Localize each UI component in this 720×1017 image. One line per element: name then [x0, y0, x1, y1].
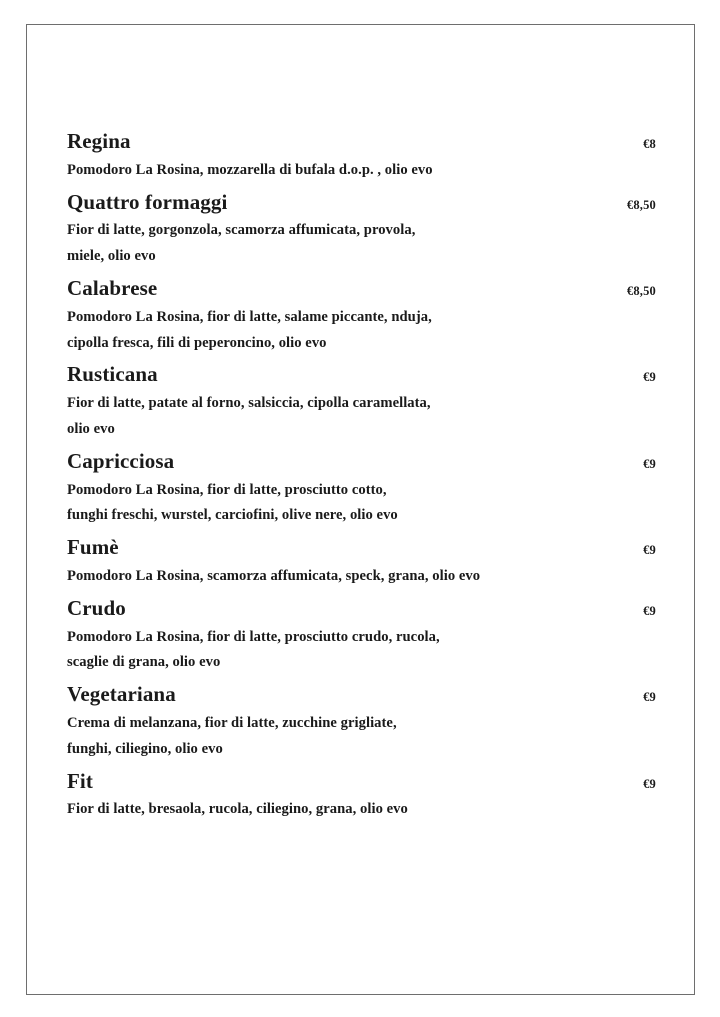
menu-item-header: [67, 186, 656, 219]
menu-item-name: Regina: [67, 129, 131, 153]
menu-item-header: [67, 125, 656, 158]
menu-item-description-line: Pomodoro La Rosina, fior di latte, salame piccante, nduja,: [67, 308, 432, 325]
menu-item-description-line: Fior di latte, bresaola, rucola, ciliegino, grana, olio evo: [67, 801, 408, 818]
menu-item-price: €9: [643, 456, 656, 471]
menu-item-description-line: Fior di latte, patate al forno, salsiccia, cipolla caramellata,: [67, 395, 431, 412]
menu-item: [67, 678, 656, 762]
menu-item-description: [67, 625, 627, 677]
menu-item-name: Crudo: [67, 595, 126, 620]
menu-item-description-line: Crema di melanzana, fior di latte, zucchine grigliate,: [67, 715, 397, 731]
menu-item-description-line: Pomodoro La Rosina, fior di latte, prosciutto crudo, rucola,: [67, 628, 440, 645]
menu-item-header: [67, 445, 656, 478]
menu-item: [67, 272, 656, 356]
menu-item-price: €9: [643, 543, 656, 558]
menu-item-header: [67, 531, 656, 564]
menu-item-header: [67, 678, 656, 711]
menu-item: [67, 186, 656, 270]
menu-item-description: [67, 158, 627, 184]
menu-item: [67, 592, 656, 676]
menu-item-name: Capricciosa: [67, 448, 175, 473]
menu-item-description: [67, 478, 627, 530]
menu-item-description-line: funghi freschi, wurstel, carciofini, olive nere, olio evo: [67, 507, 398, 524]
menu-item-price: €9: [643, 603, 656, 618]
menu-item-price: €8,50: [626, 284, 656, 298]
menu-item-price: €9: [643, 690, 656, 705]
menu-page-frame: [26, 24, 695, 995]
menu-item: [67, 125, 656, 184]
menu-item-name: Calabrese: [67, 276, 158, 300]
menu-item-name: Rusticana: [67, 362, 158, 387]
menu-item-price: €9: [643, 370, 656, 385]
menu-item-description-line: Fior di latte, gorgonzola, scamorza affumicata, provola,: [67, 222, 416, 239]
menu-item-description: [67, 564, 627, 590]
menu-item-name: Quattro formaggi: [67, 189, 228, 214]
menu-item-header: [67, 765, 656, 798]
menu-item-description-line: miele, olio evo: [67, 248, 156, 265]
menu-item-header: [67, 358, 656, 391]
menu-item-description-line: olio evo: [67, 421, 115, 437]
menu-item-price: €8: [643, 137, 656, 151]
menu-item-description-line: funghi, ciliegino, olio evo: [67, 740, 223, 757]
menu-item-name: Fumè: [67, 535, 119, 560]
menu-item-description: [67, 218, 627, 270]
menu-item: [67, 531, 656, 590]
menu-item-description-line: Pomodoro La Rosina, mozzarella di bufala d.o.p. , olio evo: [67, 161, 433, 178]
menu-item-name: Vegetariana: [67, 682, 176, 707]
menu-item-name: Fit: [67, 768, 93, 793]
menu-item-description: [67, 391, 627, 443]
menu-item-description-line: cipolla fresca, fili di peperoncino, olio evo: [67, 334, 327, 351]
menu-item-header: [67, 272, 656, 305]
menu-item: [67, 445, 656, 529]
menu-item-header: [67, 592, 656, 625]
menu-item: [67, 358, 656, 442]
menu-item-description: [67, 711, 627, 763]
menu-item: [67, 765, 656, 824]
menu-item-list: [67, 125, 656, 825]
menu-item-description: [67, 797, 627, 823]
menu-item-description-line: Pomodoro La Rosina, fior di latte, prosciutto cotto,: [67, 481, 387, 498]
menu-item-price: €8,50: [626, 197, 656, 212]
menu-item-description: [67, 305, 627, 357]
menu-item-description-line: Pomodoro La Rosina, scamorza affumicata, speck, grana, olio evo: [67, 568, 481, 584]
menu-item-price: €9: [643, 776, 656, 791]
menu-item-description-line: scaglie di grana, olio evo: [67, 654, 221, 671]
